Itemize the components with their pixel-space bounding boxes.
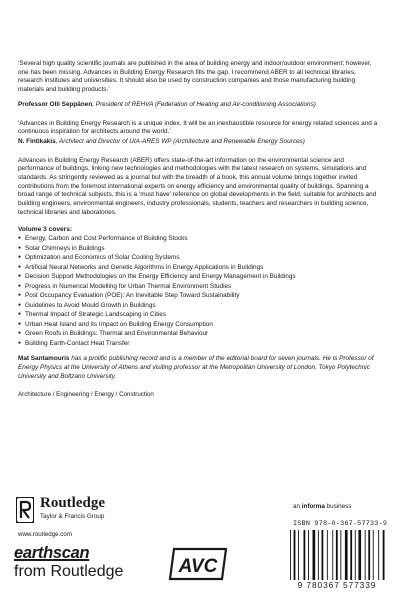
quote-fintikakis: ‘Advances in Building Energy Research is a unique index. It will be an inexhaustible resource for energy related sciences and a continuous inspiration for architects around the world.’ — [18, 119, 378, 136]
earthscan-from-routledge: from Routledge — [14, 563, 124, 580]
volume-heading: Volume 3 covers: — [18, 225, 73, 233]
avc-logo — [168, 547, 228, 581]
book-description: Advances in Building Energy Research (ABER) offers state-of-the-art information on the environmental science and performance of buildings, linking new technologies and methodologies with the latest research on systems, simulations and standards. As stringently reviewed as a journal but with the breadth of a book, this annual volume brings together invited contributions from the foremost international experts on energy efficiency and environmental quality of buildings. Spanning a broad range of technical subjects, this is a ‘must have’ reference on global developments in the field, suitable for architects and building engineers, environmental engineers, industry professionals, students, teachers and researchers in building science, technical libraries and laboratories. — [18, 156, 377, 216]
earthscan-name: earthscan — [14, 544, 90, 562]
informa-business-label — [293, 503, 351, 510]
list-item: ● Post Occupancy Evaluation (POE): An Inevitable Step Toward Sustainability — [18, 291, 378, 301]
earthscan-logo — [14, 544, 134, 594]
list-item: ● Thermal Impact of Strategic Landscaping in Cities — [18, 310, 378, 320]
informa-suffix: business — [324, 503, 352, 510]
attribution-name: N. Fintikakis — [18, 137, 56, 145]
list-item: ● Optimization and Economics of Solar Cooling Systems — [18, 253, 378, 263]
publisher-website: www.routledge.com — [18, 531, 72, 538]
barcode-digits: 9 780367 577339 — [286, 580, 388, 590]
quote-attribution-fintikakis — [18, 138, 378, 147]
subject-categories: Architecture / Engineering / Energy / Construction — [18, 391, 154, 399]
list-item: ● Urban Heat Island and its Impact on Building Energy Consumption — [18, 320, 378, 330]
topics-list — [18, 234, 378, 348]
routledge-name: Routledge — [40, 495, 105, 511]
list-item: ● Guidelines to Avoid Mould Growth in Buildings — [18, 301, 378, 311]
list-item: ● Building Earth-Contact Heat Transfer — [18, 339, 378, 349]
list-item: ● Artificial Neural Networks and Genetic Algorithms in Energy Applications in Buildings — [18, 263, 378, 273]
list-item: ● Progress in Numerical Modelling for Urban Thermal Environment Studies — [18, 282, 378, 292]
author-bio — [18, 355, 378, 381]
list-item: ● Green Roofs in Buildings: Thermal and Environmental Behaviour — [18, 329, 378, 339]
avc-logo-text: AVC — [178, 556, 218, 577]
informa-prefix: an — [293, 503, 302, 510]
list-item: ● Solar Chimneys in Buildings — [18, 244, 378, 254]
author-description: has a prolific publishing record and is a member of the editorial board for seven journals. He is Professor of Energy Physics at the University of Athens and visiting professor at the Metropolitan University of London, Tokyo Polytechnic University and Boltzano University. — [18, 355, 374, 380]
quote-attribution-seppanen — [18, 101, 378, 110]
quote-seppanen: ‘Several high quality scientific journals are published in the area of building energy and indoor/outdoor environment; however, one has been missing. Advances in Building Energy Research fills the gap. I recommend ABER to all technical libraries, research institutes and universities. It should also be used by construction companies and those manufacturing building materials and building products.’ — [18, 60, 372, 94]
attribution-affiliation: , President of REHVA (Federation of Heating and Air-conditioning Associations) — [92, 100, 316, 108]
routledge-logo — [14, 495, 134, 531]
isbn-number: ISBN 978-0-367-57733-9 — [293, 520, 388, 528]
author-name: Mat Santamouris — [18, 355, 70, 363]
routledge-subtitle: Taylor & Francis Group — [40, 513, 105, 520]
attribution-affiliation: , Architect and Director of UIA-ARES WP (Architecture and Renewable Energy Sources) — [55, 137, 305, 145]
attribution-name: Professor Olli Seppänen — [18, 100, 93, 108]
informa-brand: informa — [301, 503, 325, 510]
cover-text — [18, 60, 378, 400]
routledge-r-mark-icon — [16, 497, 34, 523]
list-item: ● Energy, Carbon and Cost Performance of Building Stocks — [18, 234, 378, 244]
list-item: ● Decision Support Methodologies on the Energy Efficiency and Energy Management in Buildings — [18, 272, 378, 282]
